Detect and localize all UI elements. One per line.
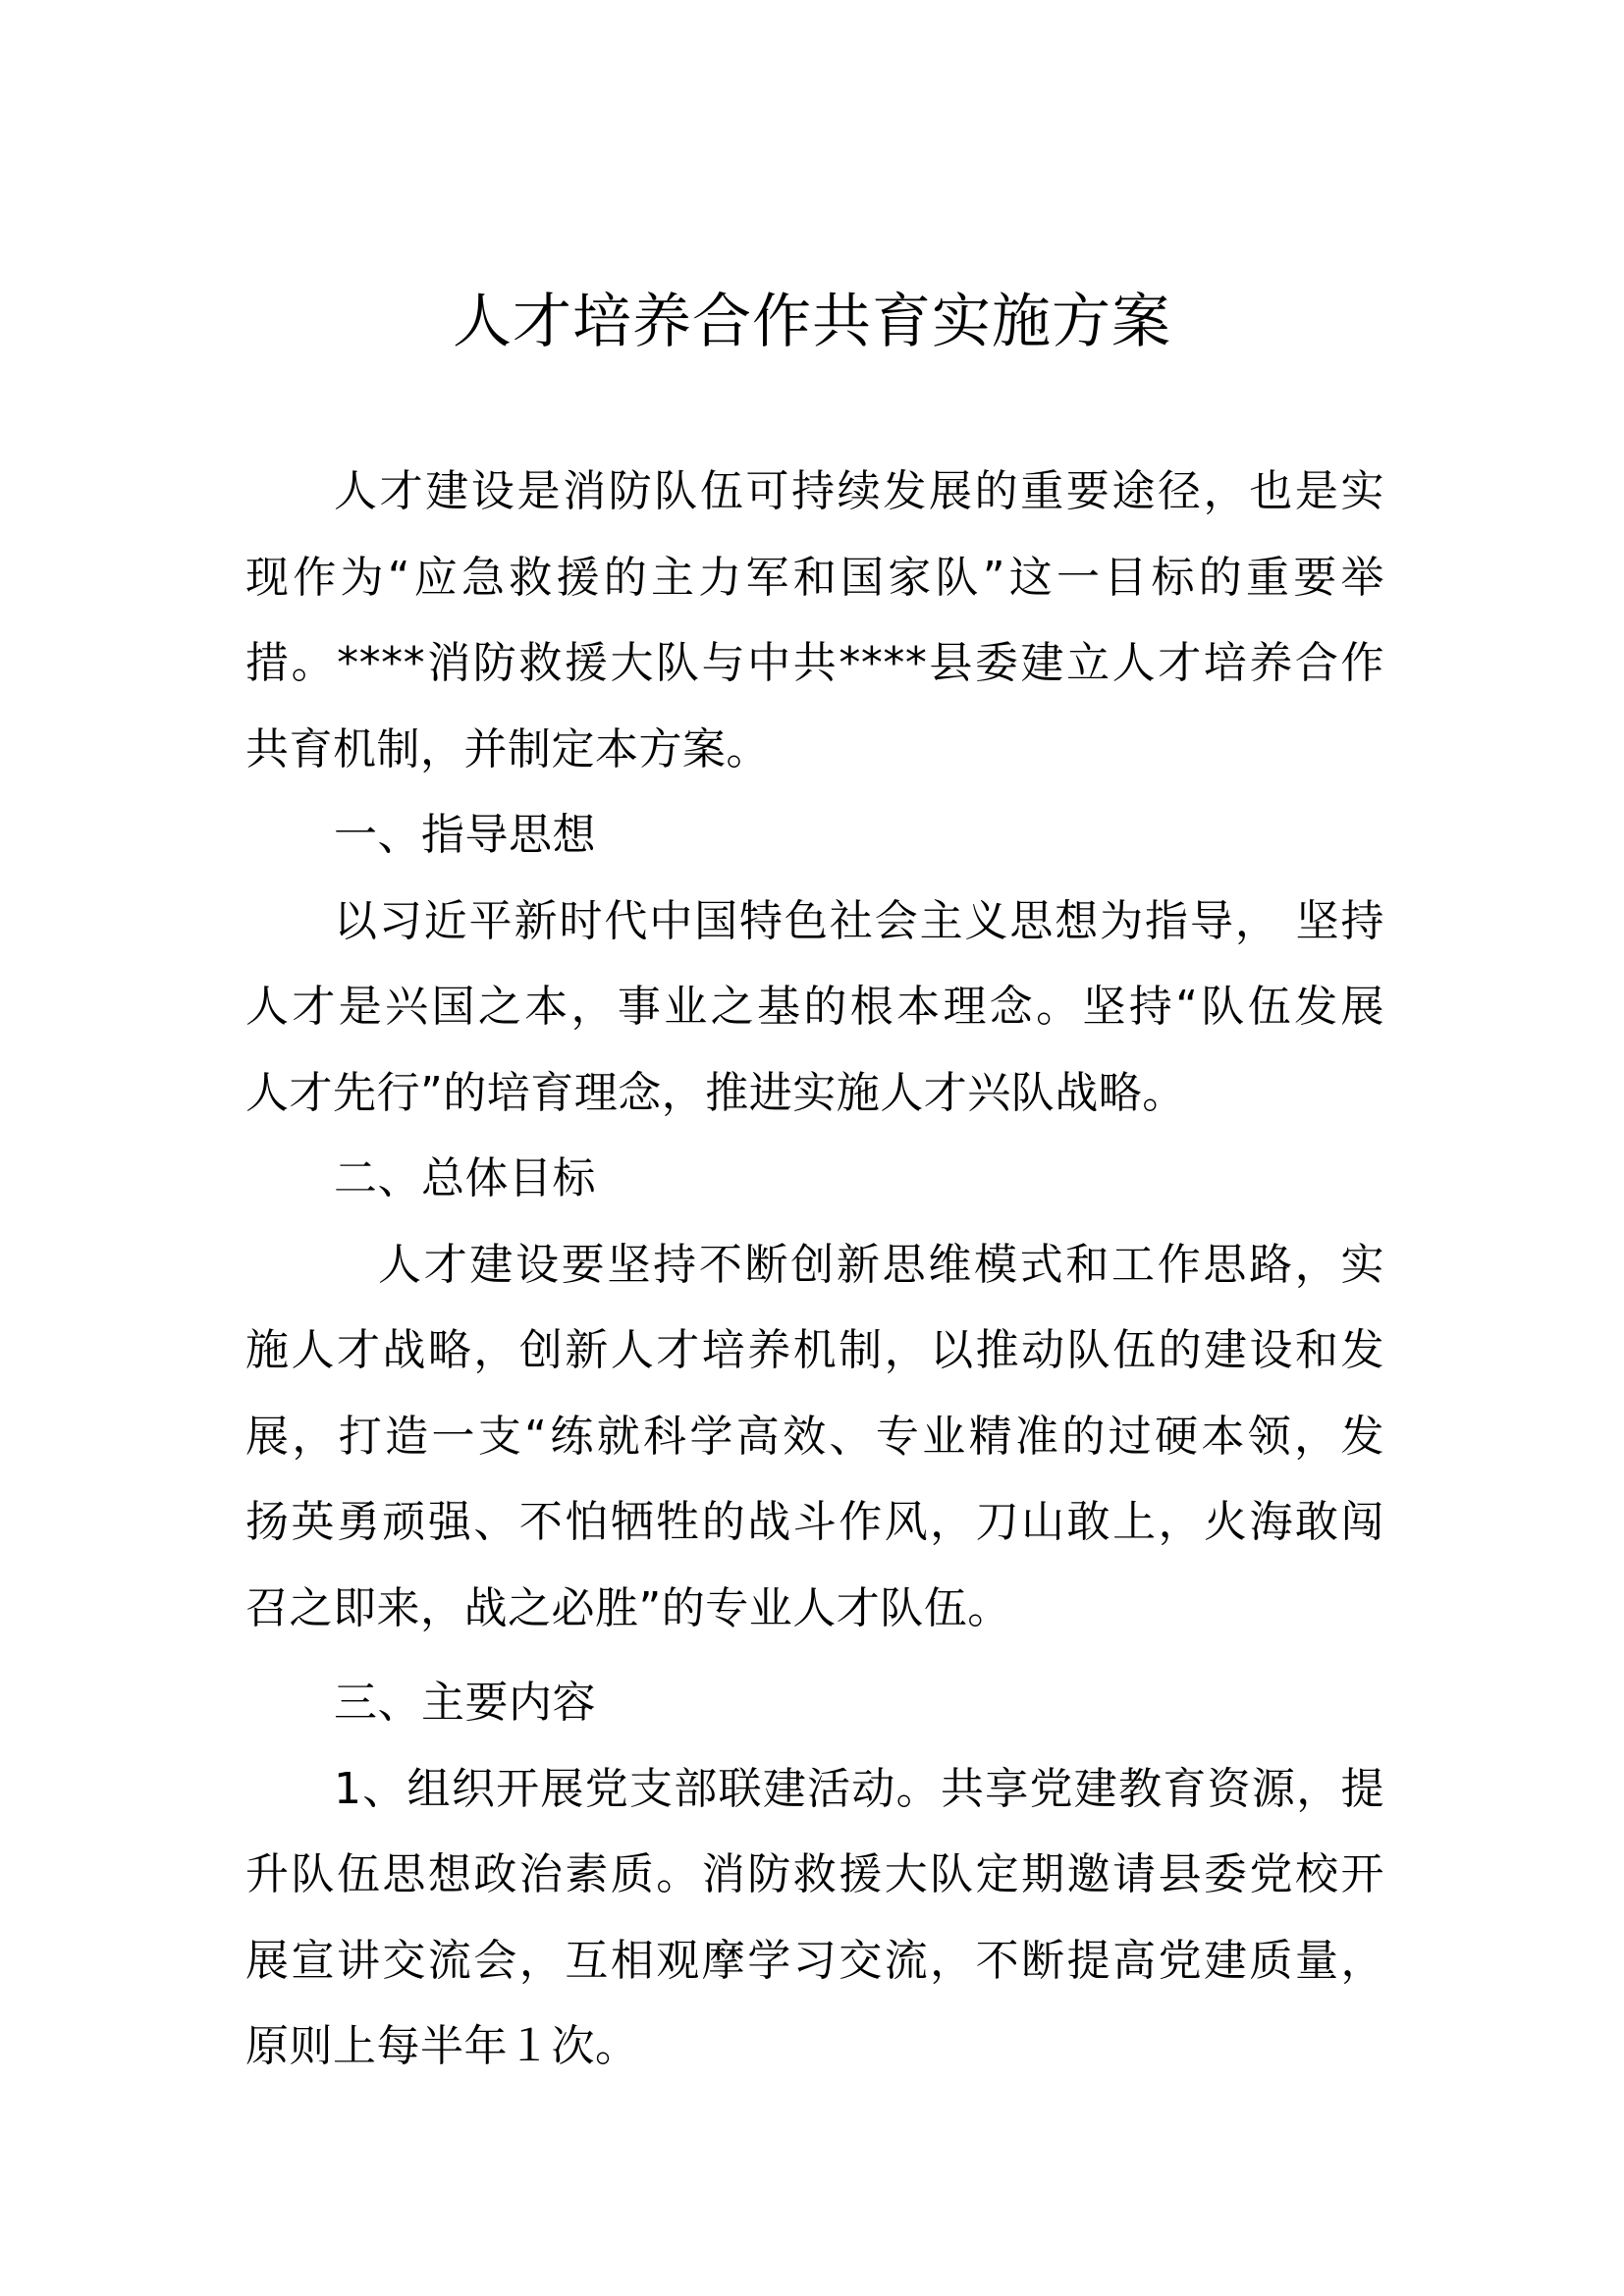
section-heading-main-content: 三、主要内容	[334, 1678, 596, 1728]
paragraph-line: 以习近平新时代中国特色社会主义思想为指导， 坚持	[334, 895, 1384, 946]
section-heading-guiding-ideology: 一、指导思想	[334, 810, 596, 860]
paragraph-line: 1、组织开展党支部联建活动。共享党建教育资源，提	[334, 1763, 1384, 1814]
paragraph-line: 扬英勇顽强、不怕牺牲的战斗作风，刀山敢上，火海敢闯	[245, 1497, 1384, 1547]
paragraph-line: 升队伍思想政治素质。消防救援大队定期邀请县委党校开	[245, 1849, 1384, 1899]
paragraph-line: 展宣讲交流会，互相观摩学习交流，不断提高党建质量，	[245, 1935, 1384, 1986]
paragraph-line: 现作为“应急救援的主力军和国家队”这一目标的重要举	[245, 552, 1384, 603]
section-heading-overall-goal: 二、总体目标	[334, 1153, 596, 1203]
paragraph-line: 人才是兴国之本，事业之基的根本理念。坚持“队伍发展	[245, 982, 1384, 1032]
paragraph-line: 展，打造一支“练就科学高效、专业精准的过硬本领，发	[245, 1411, 1384, 1462]
main-content-item-1	[245, 1746, 1384, 2090]
paragraph-line: 原则上每半年１次。	[245, 2021, 639, 2071]
paragraph-line: 共育机制，并制定本方案。	[245, 723, 770, 774]
paragraph-line: 人才先行”的培育理念，推进实施人才兴队战略。	[245, 1067, 1186, 1118]
guiding-ideology-paragraph	[245, 879, 1384, 1137]
intro-paragraph	[245, 449, 1384, 792]
paragraph-line: 人才建设是消防队伍可持续发展的重要途径，也是实	[334, 466, 1384, 516]
overall-goal-paragraph	[245, 1222, 1384, 1652]
document-body	[245, 449, 1384, 2090]
paragraph-line: 施人才战略，创新人才培养机制，以推动队伍的建设和发	[245, 1325, 1384, 1375]
document-title: 人才培养合作共育实施方案	[453, 288, 1171, 356]
paragraph-line: 召之即来，战之必胜”的专业人才队伍。	[245, 1582, 1011, 1633]
paragraph-line: 人才建设要坚持不断创新思维模式和工作思路，实	[378, 1239, 1384, 1290]
paragraph-line: 措。****消防救援大队与中共****县委建立人才培养合作	[245, 638, 1384, 688]
